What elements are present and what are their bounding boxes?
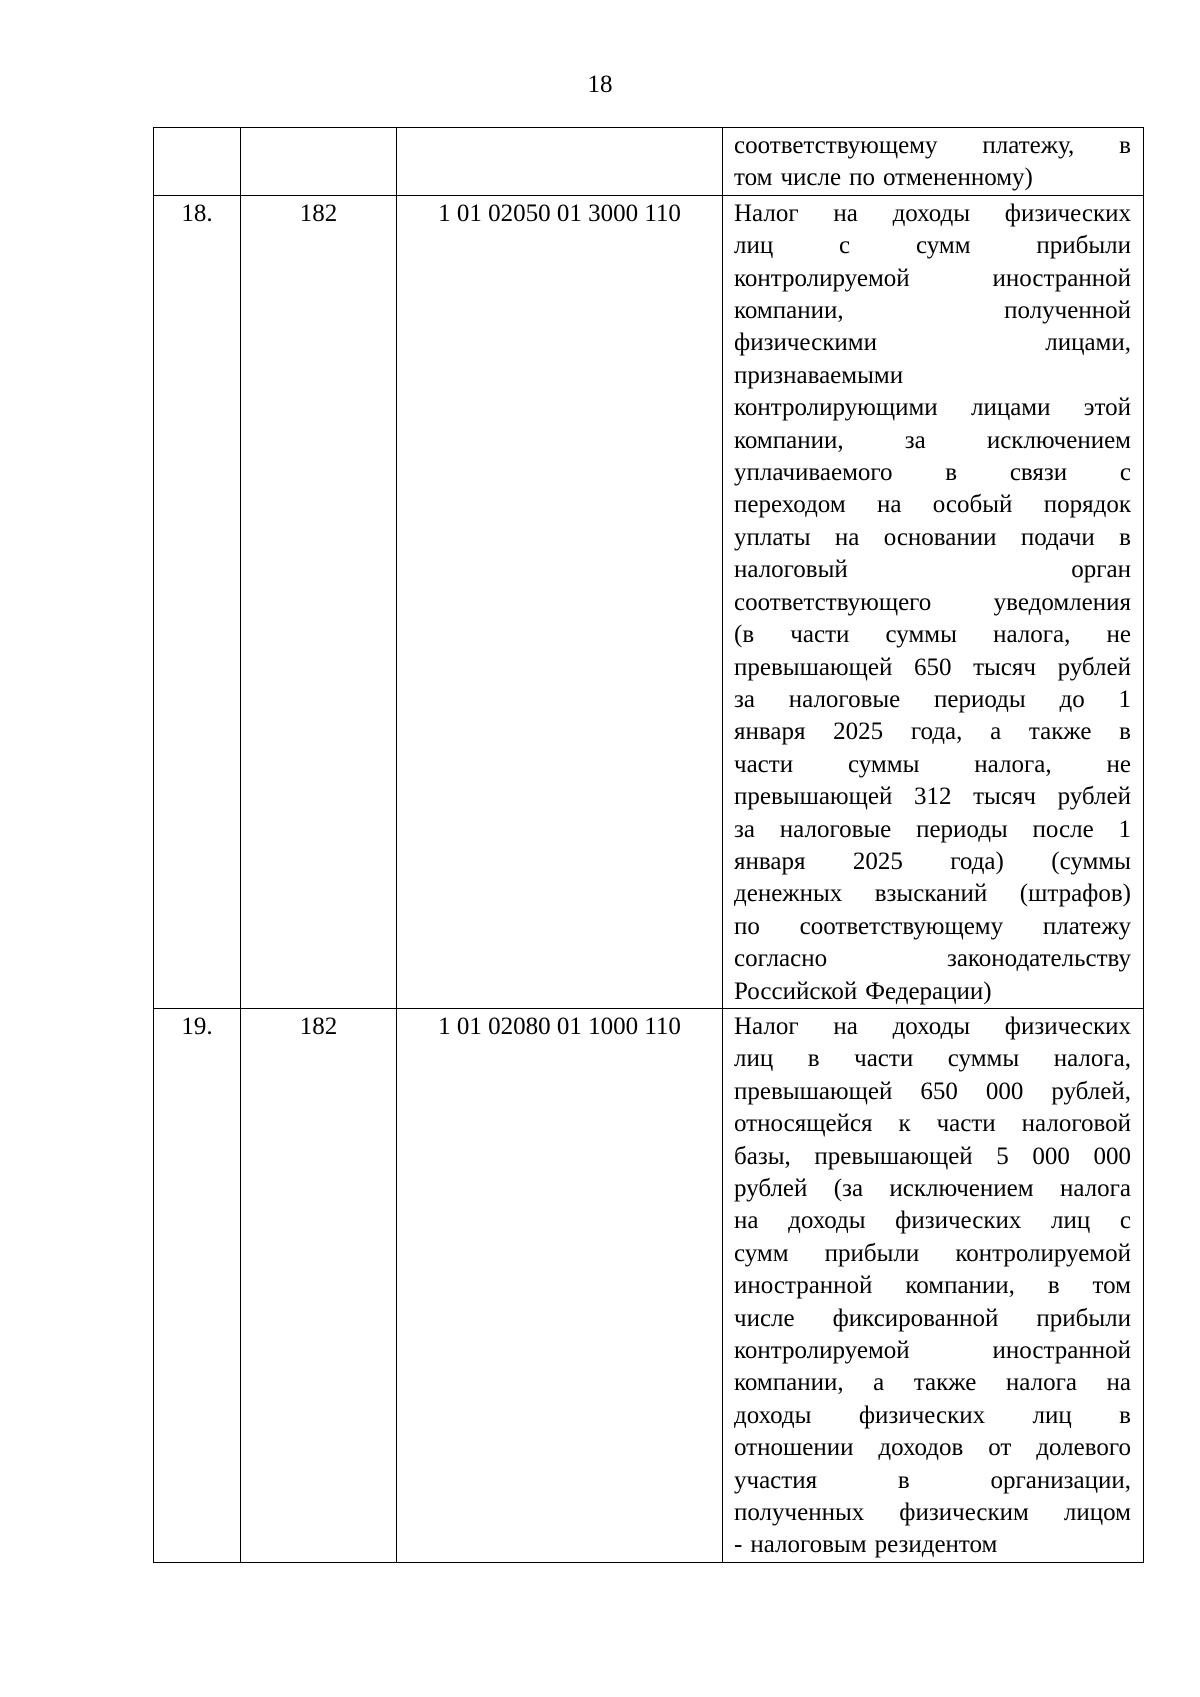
description-line: уплачиваемого в связи с xyxy=(734,459,1131,487)
description-line: компании, за исключением xyxy=(734,426,1131,454)
row-number xyxy=(154,128,241,196)
description-line: за налоговые периоды после 1 xyxy=(734,815,1131,843)
table-row xyxy=(154,128,1144,196)
admin-code xyxy=(241,1008,397,1562)
description-line: физическими лицами, xyxy=(734,329,1131,357)
description-line: рублей (за исключением налога xyxy=(734,1175,1131,1202)
description-line: января 2025 года, а также в xyxy=(734,718,1131,746)
kbk-code-text xyxy=(397,128,722,130)
description-line: по соответствующему платежу xyxy=(734,912,1131,940)
description-cell xyxy=(723,195,1144,1008)
admin-code-text xyxy=(241,128,396,130)
description-line: превышающей 312 тысяч рублей xyxy=(734,783,1131,811)
description-line: контролирующими лицами этой xyxy=(734,394,1131,422)
description-line: денежных взысканий (штрафов) xyxy=(734,880,1131,908)
description-cell xyxy=(723,1008,1144,1562)
description-line: переходом на особый порядок xyxy=(734,491,1131,519)
row-number-text: 18. xyxy=(181,199,213,227)
kbk-code xyxy=(397,195,723,1008)
description-line: Налог на доходы физических xyxy=(734,199,1131,227)
description-line: компании, полученной xyxy=(734,297,1131,325)
description-line: контролируемой иностранной xyxy=(734,1337,1131,1365)
description-line: лиц в части суммы налога, xyxy=(734,1045,1131,1073)
description-line: (в части суммы налога, не xyxy=(734,621,1131,649)
page-number: 18 xyxy=(587,71,613,98)
description-line: согласно законодательству xyxy=(734,945,1131,973)
table-row xyxy=(154,195,1144,1008)
admin-code-text: 182 xyxy=(299,199,338,227)
description-line: контролируемой иностранной xyxy=(734,264,1131,292)
kbk-table xyxy=(153,127,1144,1563)
description-line: базы, превышающей 5 000 000 xyxy=(734,1142,1131,1170)
description-line: превышающей 650 тысяч рублей xyxy=(734,653,1131,681)
description-line: на доходы физических лиц с xyxy=(734,1207,1131,1235)
description-line: лиц с сумм прибыли xyxy=(734,232,1131,260)
description-line: соответствующего уведомления xyxy=(734,588,1131,616)
admin-code xyxy=(241,128,397,196)
description-cell xyxy=(723,128,1144,196)
admin-code-text: 182 xyxy=(299,1012,338,1040)
description-line: соответствующему платежу, в xyxy=(734,132,1131,159)
description-line: налоговый орган xyxy=(734,556,1131,584)
kbk-code-text: 1 01 02080 01 1000 110 xyxy=(438,1012,681,1040)
description-line: отношении доходов от долевого xyxy=(734,1434,1131,1462)
description-line: иностранной компании, в том xyxy=(734,1272,1131,1300)
admin-code xyxy=(241,195,397,1008)
description-line: доходы физических лиц в xyxy=(734,1401,1131,1429)
description-line: превышающей 650 000 рублей, xyxy=(734,1077,1131,1105)
description-line: признаваемыми xyxy=(734,361,904,389)
kbk-code xyxy=(397,128,723,196)
description-line: числе фиксированной прибыли xyxy=(734,1304,1131,1332)
table-body xyxy=(154,128,1144,1563)
description-line: участия в организации, xyxy=(734,1466,1131,1494)
table-row xyxy=(154,1008,1144,1562)
description-line: полученных физическим лицом xyxy=(734,1499,1131,1527)
description-line: компании, а также налога на xyxy=(734,1369,1131,1397)
kbk-code xyxy=(397,1008,723,1562)
row-number xyxy=(154,1008,241,1562)
description-line: части суммы налога, не xyxy=(734,750,1131,778)
row-number-text xyxy=(154,128,240,130)
description-line: - налоговым резидентом xyxy=(734,1531,998,1559)
row-number xyxy=(154,195,241,1008)
description-line: Налог на доходы физических xyxy=(734,1012,1131,1040)
description-line: за налоговые периоды до 1 xyxy=(734,685,1131,713)
description-line: Российской Федерации) xyxy=(734,977,992,1005)
description-line: том числе по отмененному) xyxy=(734,164,1033,192)
description-line: сумм прибыли контролируемой xyxy=(734,1239,1131,1267)
row-number-text: 19. xyxy=(181,1012,213,1040)
description-line: относящейся к части налоговой xyxy=(734,1110,1131,1138)
kbk-code-text: 1 01 02050 01 3000 110 xyxy=(438,199,681,227)
description-line: января 2025 года) (суммы xyxy=(734,847,1131,875)
description-line: уплаты на основании подачи в xyxy=(734,523,1131,551)
